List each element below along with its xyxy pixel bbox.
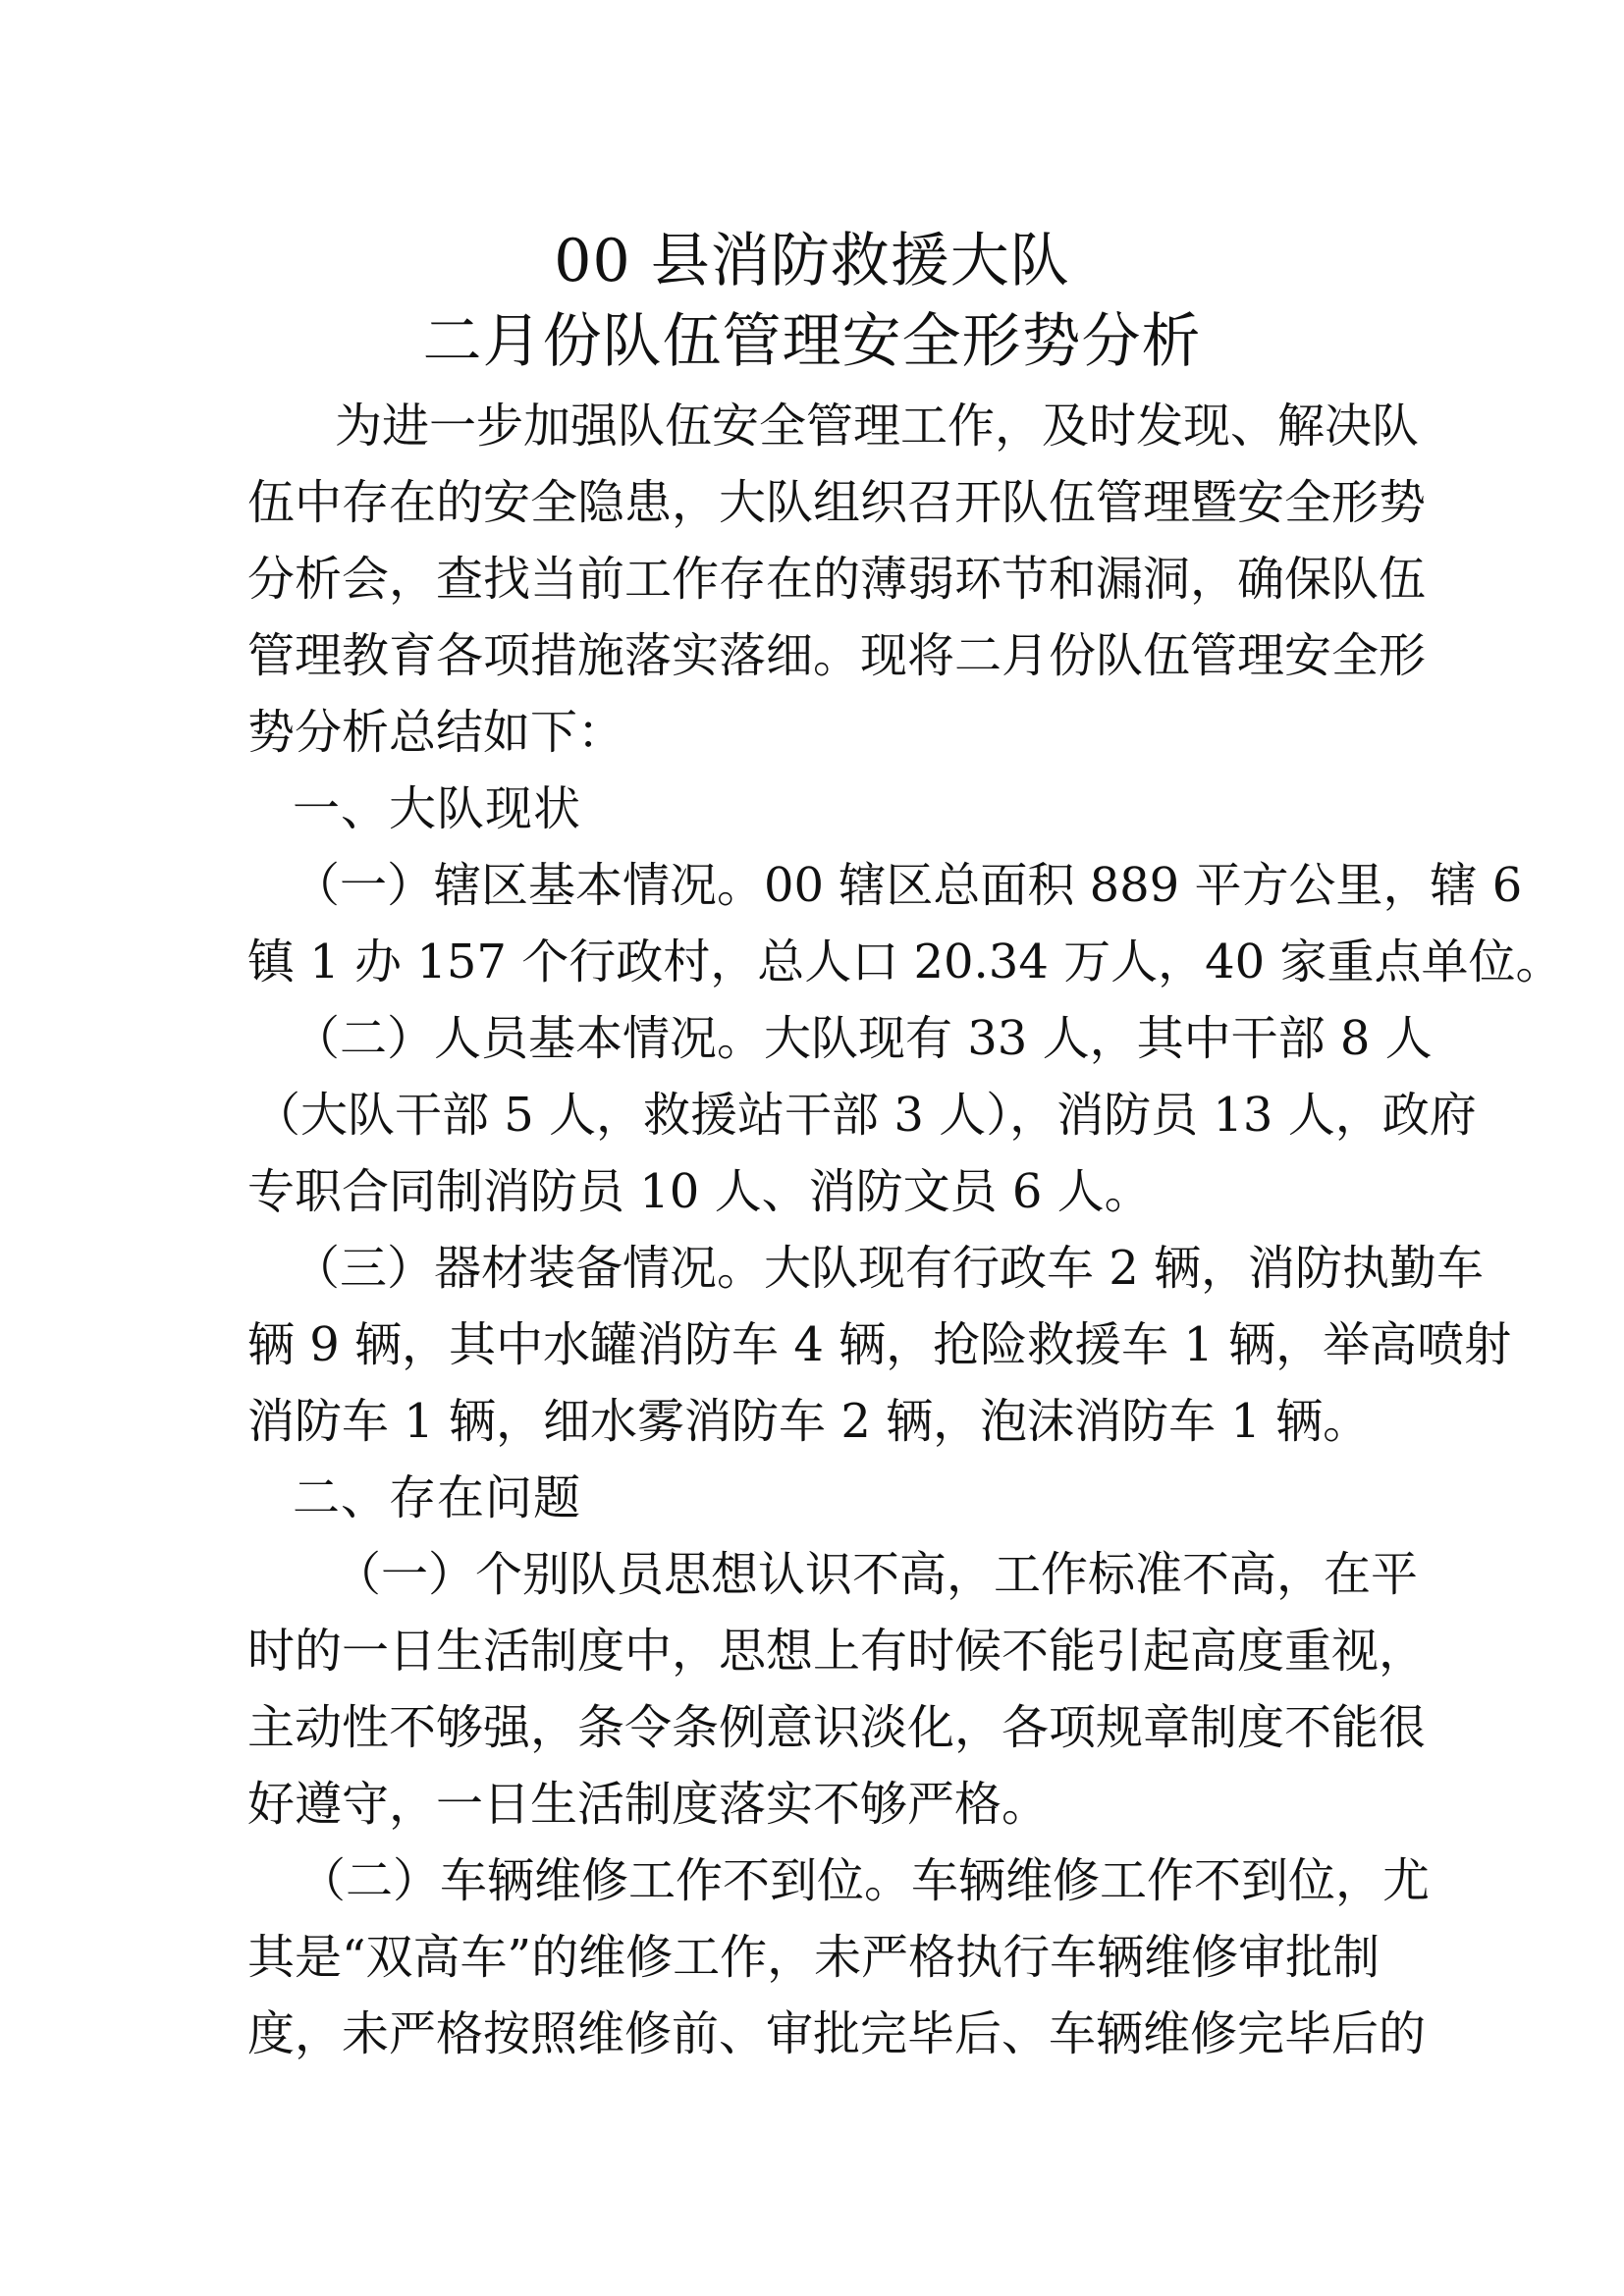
section-heading: 一、大队现状 bbox=[293, 781, 582, 836]
paragraph-line: 辆 9 辆，其中水罐消防车 4 辆，抢险救援车 1 辆，举高喷射 bbox=[247, 1317, 1512, 1372]
paragraph-line: 好遵守，一日生活制度落实不够严格。 bbox=[247, 1777, 1050, 1832]
intro-line: 管理教育各项措施落实落细。现将二月份队伍管理安全形 bbox=[247, 628, 1427, 683]
paragraph-line: 度，未严格按照维修前、审批完毕后、车辆维修完毕后的 bbox=[247, 2006, 1427, 2061]
paragraph-line: 主动性不够强，条令条例意识淡化，各项规章制度不能很 bbox=[247, 1700, 1427, 1755]
paragraph-line: （一）个别队员思想认识不高，工作标准不高，在平 bbox=[334, 1547, 1419, 1602]
paragraph-line: （二）车辆维修工作不到位。车辆维修工作不到位，尤 bbox=[298, 1853, 1431, 1908]
paragraph-line: 其是“双高车”的维修工作，未严格执行车辆维修审批制 bbox=[247, 1930, 1380, 1985]
paragraph-line: 时的一日生活制度中，思想上有时候不能引起高度重视， bbox=[247, 1624, 1427, 1679]
intro-line: 为进一步加强队伍安全管理工作，及时发现、解决队 bbox=[335, 399, 1420, 454]
document-title-line-2: 二月份队伍管理安全形势分析 bbox=[422, 307, 1202, 376]
section-heading: 二、存在问题 bbox=[293, 1470, 582, 1525]
intro-line: 势分析总结如下： bbox=[247, 705, 625, 760]
paragraph-line: （一）辖区基本情况。00 辖区总面积 889 平方公里，辖 6 bbox=[293, 858, 1523, 913]
intro-line: 伍中存在的安全隐患，大队组织召开队伍管理暨安全形势 bbox=[247, 475, 1427, 530]
paragraph-line: 专职合同制消防员 10 人、消防文员 6 人。 bbox=[247, 1164, 1152, 1219]
paragraph-line: 消防车 1 辆，细水雾消防车 2 辆，泡沫消防车 1 辆。 bbox=[247, 1394, 1371, 1449]
paragraph-line: （大队干部 5 人，救援站干部 3 人），消防员 13 人，政府 bbox=[253, 1088, 1477, 1143]
paragraph-line: （三）器材装备情况。大队现有行政车 2 辆，消防执勤车 bbox=[293, 1241, 1485, 1296]
paragraph-line: （二）人员基本情况。大队现有 33 人，其中干部 8 人 bbox=[293, 1011, 1433, 1066]
intro-line: 分析会，查找当前工作存在的薄弱环节和漏洞，确保队伍 bbox=[247, 552, 1427, 607]
paragraph-line: 镇 1 办 157 个行政村，总人口 20.34 万人，40 家重点单位。 bbox=[247, 934, 1563, 989]
document-title-line-1: 00 县消防救援大队 bbox=[554, 227, 1070, 295]
